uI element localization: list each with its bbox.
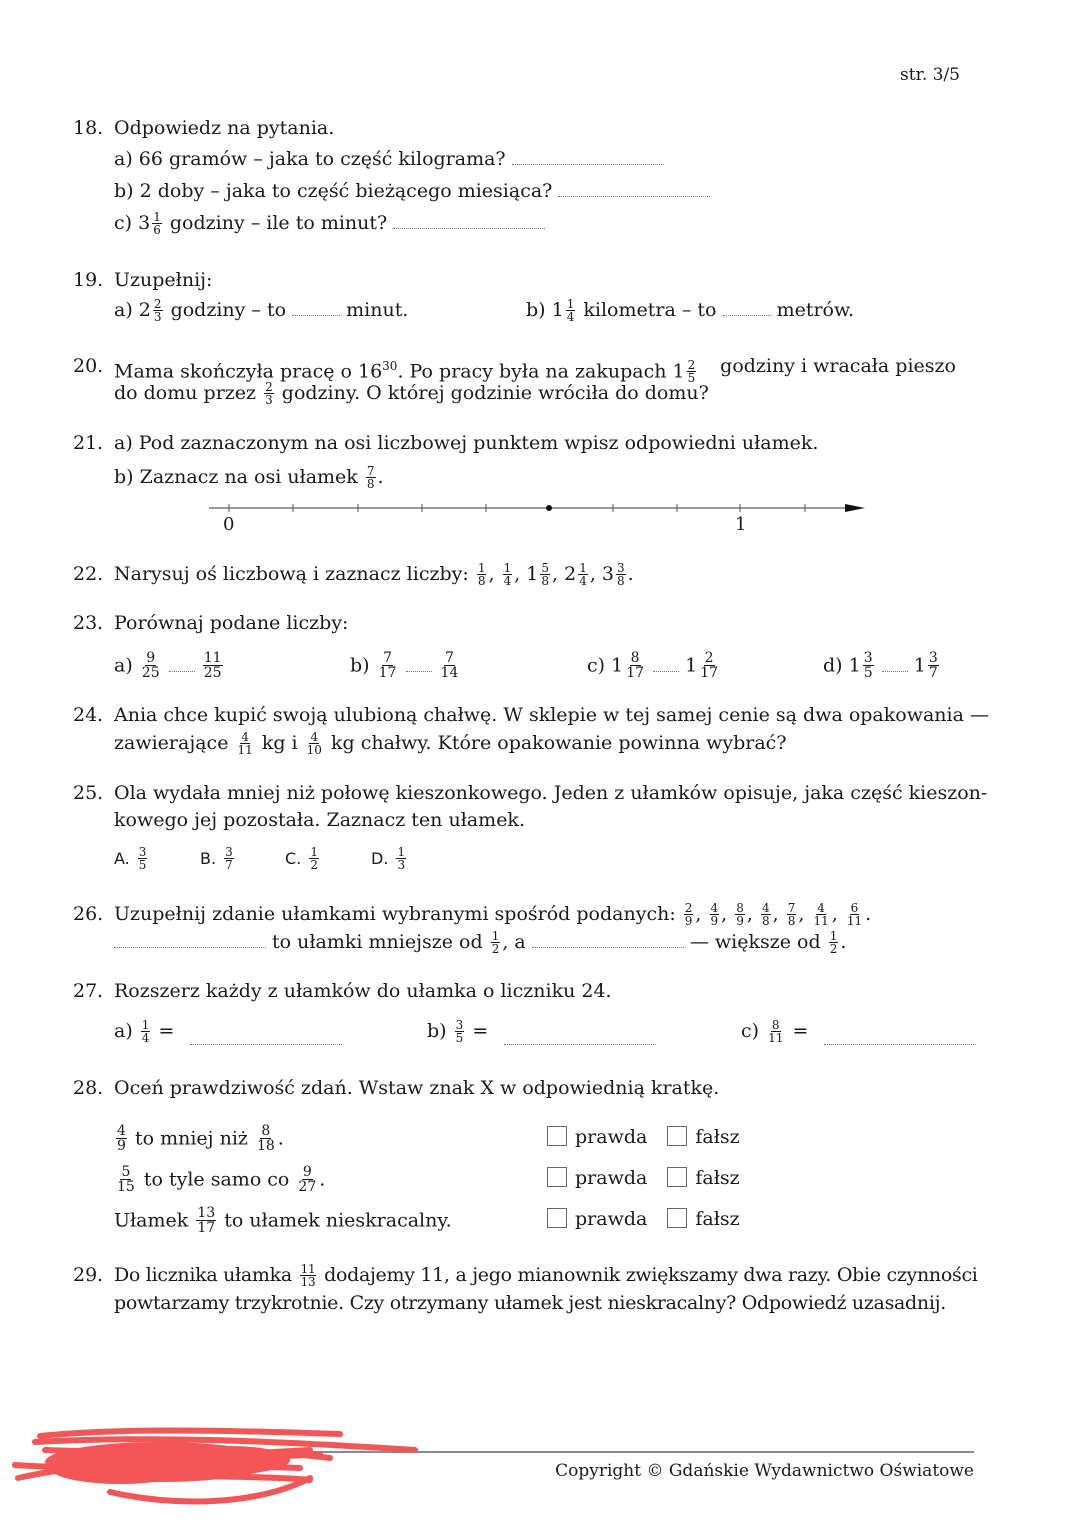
task-text-line-1: Do licznika ułamka $\frac{11}{13}$ dodajemy 11, a jego mianownik zwiększamy dwa razy. Obie czynności <box>114 1261 978 1289</box>
fraction: $\frac{2}{3}$ <box>153 296 162 324</box>
task-prompt: Uzupełnij: <box>114 269 213 291</box>
option-c[interactable]: C. $\frac{1}{2}$ <box>285 844 318 872</box>
answer-blank[interactable] <box>512 150 664 165</box>
task-text-line-2: to ułamki mniejsze od $\frac{1}{2}$ , a — większe od $\frac{1}{2}$ . <box>114 930 846 956</box>
compare-c: c) 1 $\frac{8}{17}$ 1 $\frac{2}{17}$ <box>587 650 719 681</box>
answer-blank[interactable] <box>114 933 266 948</box>
question-b: b) 2 doby – jaka to część bieżącego miesiąca? <box>114 179 710 203</box>
question-b: b) Zaznacz na osi ułamek $\frac{7}{8}$ . <box>114 463 384 491</box>
task-text-line-1: Mama skończyła pracę o $16^{30}$. Po pracy była na zakupach 1 $\frac{2}{5}$ godziny i wracała pieszo <box>114 355 956 385</box>
page-number: str. 3/5 <box>900 65 960 85</box>
answer-blank[interactable] <box>532 933 684 948</box>
compare-a: a) $\frac{9}{25}$ $\frac{11}{25}$ <box>114 650 222 681</box>
marked-point <box>546 505 552 511</box>
question-c: c) 3 $\frac{1}{6}$ godziny – ile to minut? <box>114 211 545 237</box>
question-a: a) 2 $\frac{2}{3}$ godziny – to minut. <box>114 296 409 324</box>
expand-c: c) $\frac{8}{11}$ = <box>741 1019 976 1045</box>
task-number: 28. <box>73 1077 104 1099</box>
checkbox-false[interactable] <box>667 1167 687 1187</box>
task-text-line-2: powtarzamy trzykrotnie. Czy otrzymany ułamek jest nieskracalny? Odpowiedź uzasadnij. <box>114 1292 946 1314</box>
redaction-scribble <box>0 1420 440 1520</box>
checkbox-true[interactable] <box>547 1208 567 1228</box>
task-prompt: Odpowiedz na pytania. <box>114 117 335 139</box>
question-b: b) 1 $\frac{1}{4}$ kilometra – to metrów. <box>526 296 855 324</box>
checkbox-false[interactable] <box>667 1208 687 1228</box>
answer-blank[interactable] <box>653 657 679 672</box>
task-text-line-1: Uzupełnij zdanie ułamkami wybranymi spośród podanych: $\frac{2}{9}$ , $\frac{4}{9}$ , $\frac{8}{9}$ , $\frac{4}{8}$ , $\frac{7}{8}$ , $\frac{4}{11}$ , $\frac{6}{11}$ . <box>114 900 872 928</box>
checkbox-false[interactable] <box>667 1126 687 1146</box>
task-text-line-1: Ola wydała mniej niż połowę kieszonkowego. Jeden z ułamków opisuje, jaka część kieszon- <box>114 782 988 804</box>
option-a[interactable]: A. $\frac{3}{5}$ <box>114 844 147 872</box>
answer-row-2: prawda fałsz <box>547 1166 740 1190</box>
answer-row-1: prawda fałsz <box>547 1125 740 1149</box>
statement-3: Ułamek $\frac{13}{17}$ to ułamek nieskracalny. <box>114 1205 452 1236</box>
task-number: 24. <box>73 704 104 726</box>
axis-label-zero: 0 <box>223 514 235 535</box>
answer-blank[interactable] <box>190 1030 342 1045</box>
answer-blank[interactable] <box>393 214 545 229</box>
axis-label-one: 1 <box>735 514 747 535</box>
answer-blank[interactable] <box>558 182 710 197</box>
task-text-line-2: do domu przez $\frac{2}{3}$ godziny. O której godzinie wróciła do domu? <box>114 379 709 407</box>
task-text: Narysuj oś liczbową i zaznacz liczby: $\frac{1}{8}$ , $\frac{1}{4}$ , 1 $\frac{5}{8}$ , 2 $\frac{1}{4}$ , 3 $\frac{3}{8}$ . <box>114 560 634 588</box>
number-line[interactable] <box>205 496 870 541</box>
statement-2: $\frac{5}{15}$ to tyle samo co $\frac{9}{27}$ . <box>117 1164 326 1195</box>
answer-blank[interactable] <box>882 657 908 672</box>
fraction: $\frac{1}{4}$ <box>566 296 575 324</box>
task-prompt: Rozszerz każdy z ułamków do ułamka o liczniku 24. <box>114 980 612 1002</box>
task-text-line-2: kowego jej pozostała. Zaznacz ten ułamek. <box>114 809 525 831</box>
task-number: 25. <box>73 782 104 804</box>
answer-blank[interactable] <box>723 301 771 316</box>
task-prompt: Porównaj podane liczby: <box>114 612 349 634</box>
option-d[interactable]: D. $\frac{1}{3}$ <box>371 844 406 872</box>
answer-blank[interactable] <box>292 301 340 316</box>
task-number: 19. <box>73 269 104 291</box>
answer-row-3: prawda fałsz <box>547 1207 740 1231</box>
expand-a: a) $\frac{1}{4}$ = <box>114 1019 342 1045</box>
fraction: $\frac{1}{6}$ <box>153 209 161 237</box>
task-number: 22. <box>73 563 104 585</box>
task-text-line-1: Ania chce kupić swoją ulubioną chałwę. W sklepie w tej samej cenie są dwa opakowania — <box>114 704 989 726</box>
statement-1: $\frac{4}{9}$ to mniej niż $\frac{8}{18}$ . <box>117 1123 284 1154</box>
checkbox-true[interactable] <box>547 1126 567 1146</box>
task-number: 18. <box>73 117 104 139</box>
task-number: 29. <box>73 1264 104 1286</box>
task-number: 26. <box>73 903 104 925</box>
question-a: a) Pod zaznaczonym na osi liczbowej punktem wpisz odpowiedni ułamek. <box>114 432 819 454</box>
compare-d: d) 1 $\frac{3}{5}$ 1 $\frac{3}{7}$ <box>823 650 938 681</box>
answer-blank[interactable] <box>504 1030 656 1045</box>
task-prompt: Oceń prawdziwość zdań. Wstaw znak X w odpowiednią kratkę. <box>114 1077 720 1099</box>
task-text-line-2: zawierające $\frac{4}{11}$ kg i $\frac{4}{10}$ kg chałwy. Które opakowanie powinna wybrać? <box>114 729 787 757</box>
copyright: Copyright © Gdańskie Wydawnictwo Oświatowe <box>555 1461 974 1481</box>
question-a: a) 66 gramów – jaka to część kilograma? <box>114 147 664 171</box>
task-number: 20. <box>73 355 104 377</box>
answer-blank[interactable] <box>824 1030 976 1045</box>
checkbox-true[interactable] <box>547 1167 567 1187</box>
option-b[interactable]: B. $\frac{3}{7}$ <box>200 844 233 872</box>
task-number: 23. <box>73 612 104 634</box>
task-number: 21. <box>73 432 104 454</box>
task-number: 27. <box>73 980 104 1002</box>
expand-b: b) $\frac{3}{5}$ = <box>427 1019 656 1045</box>
answer-blank[interactable] <box>169 657 195 672</box>
answer-blank[interactable] <box>406 657 432 672</box>
compare-b: b) $\frac{7}{17}$ $\frac{7}{14}$ <box>350 650 459 681</box>
